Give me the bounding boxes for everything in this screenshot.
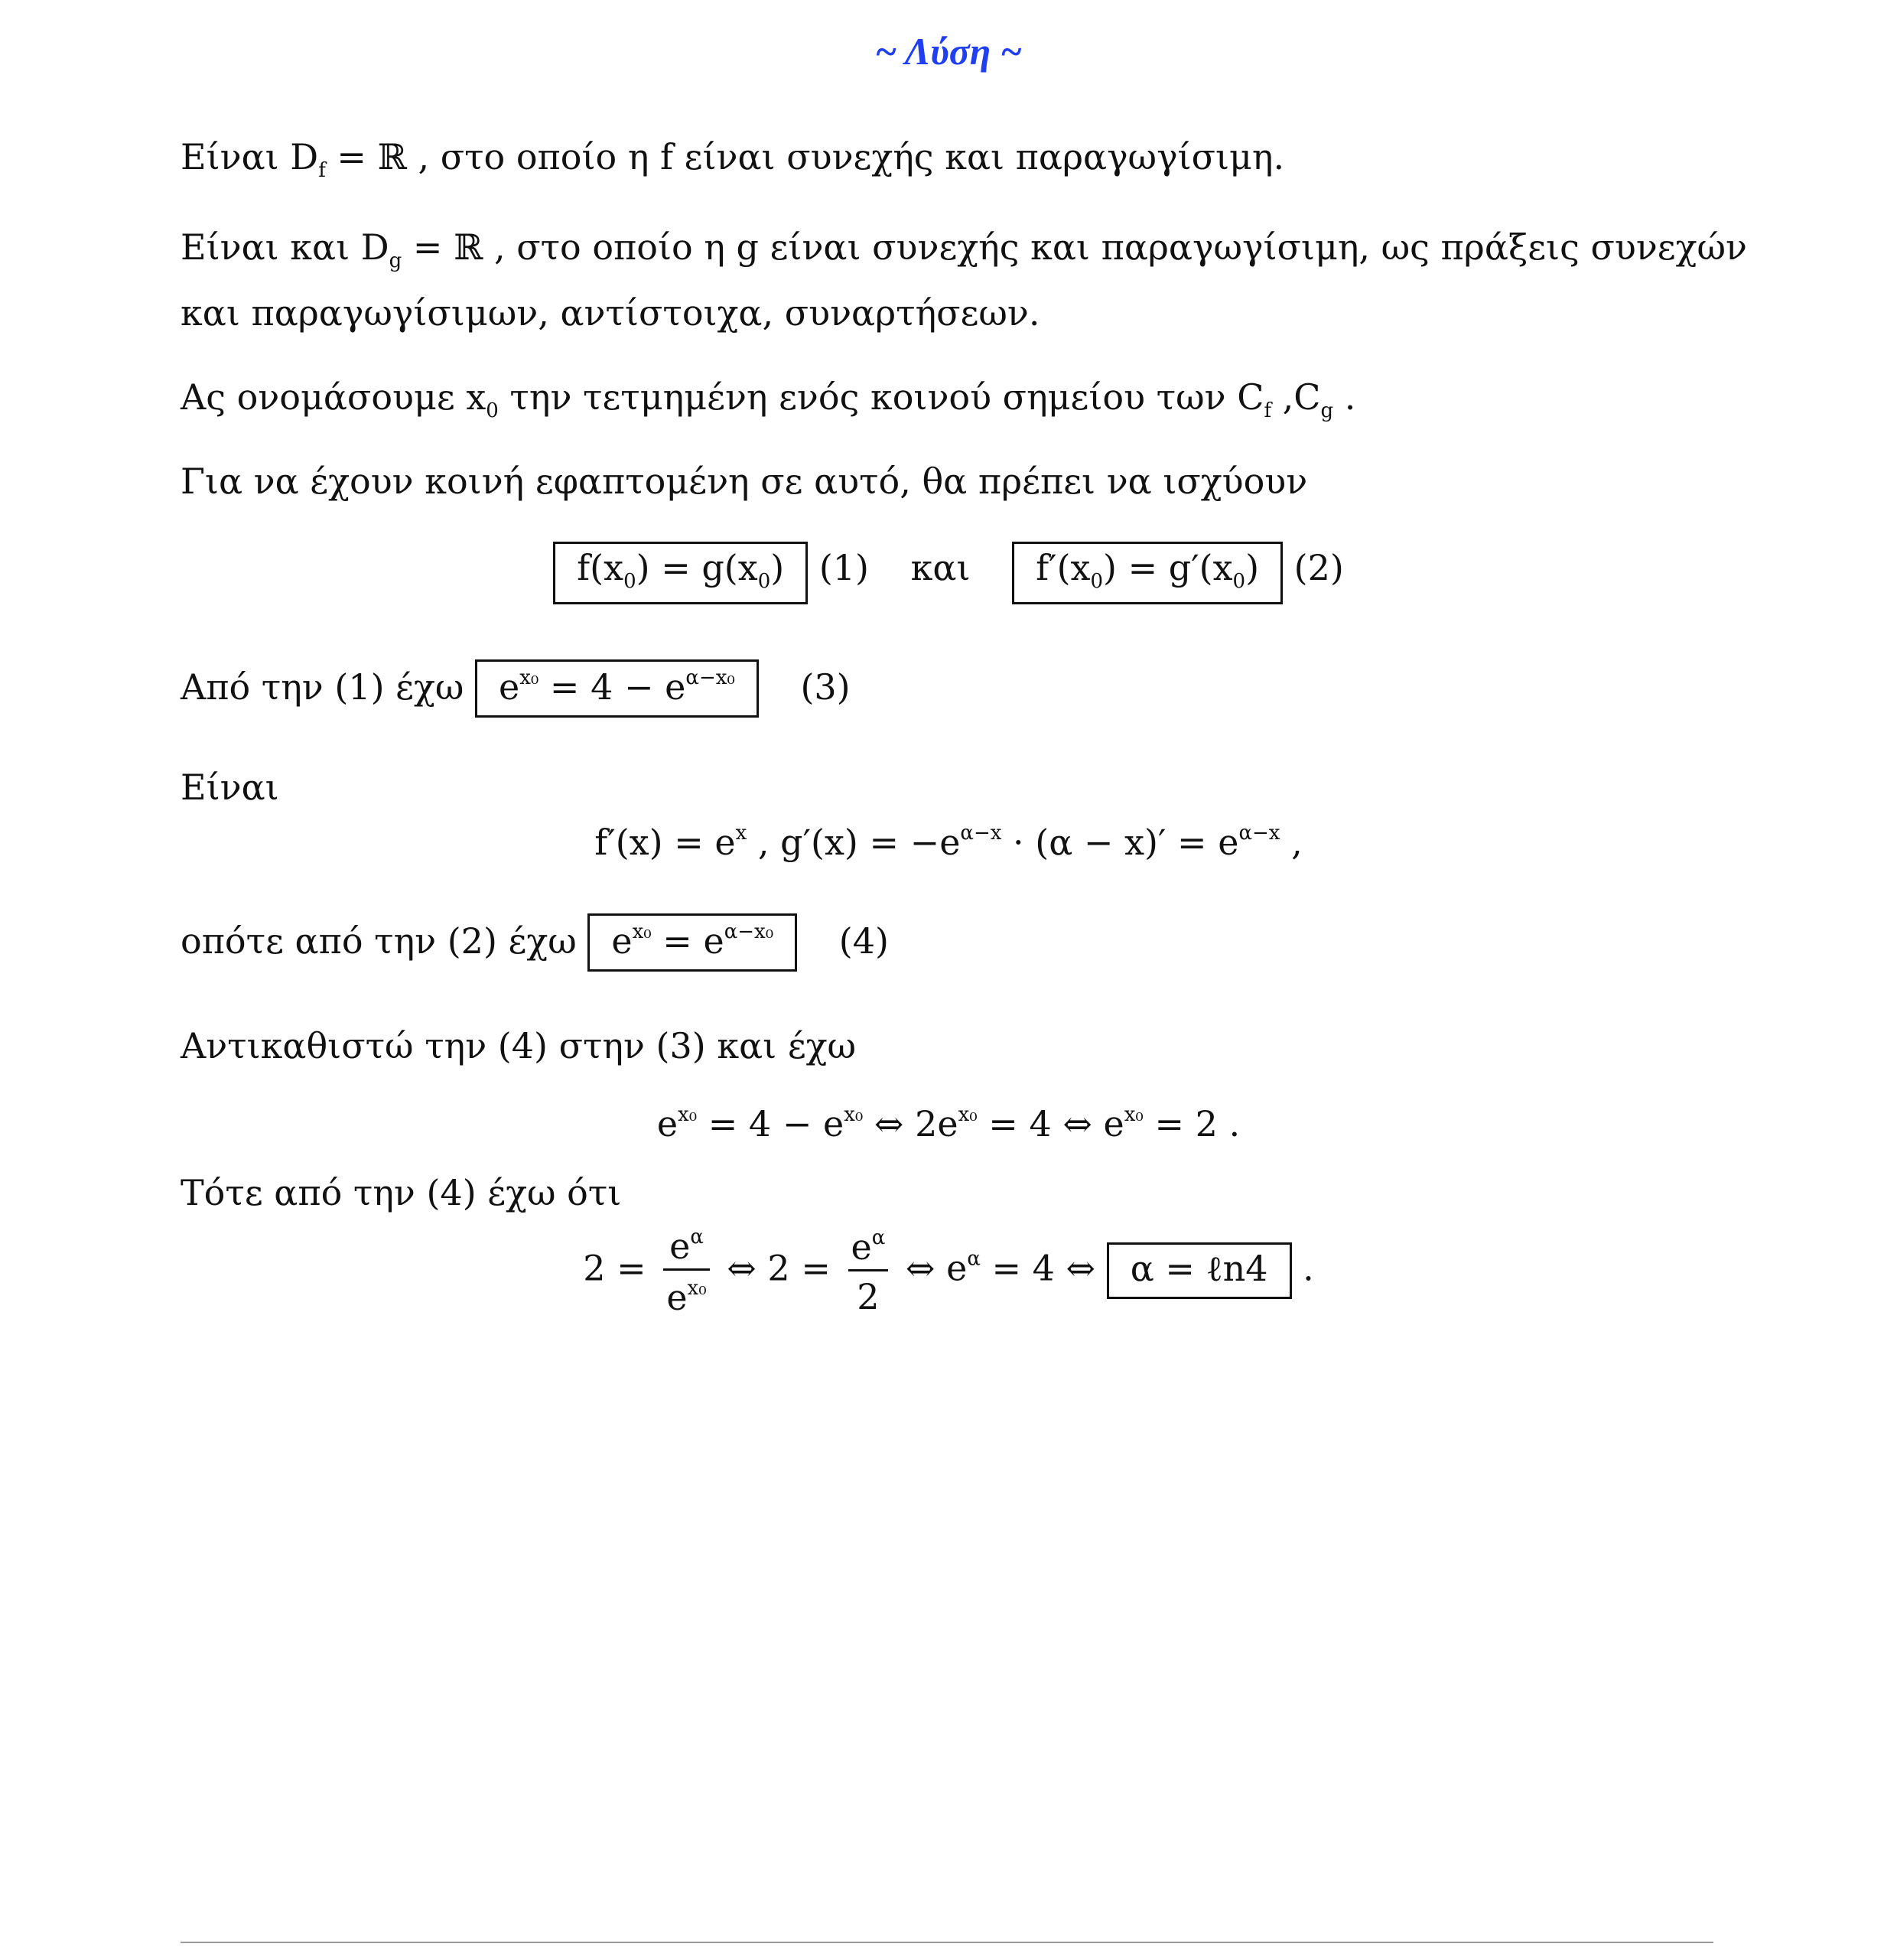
paragraph-einai: Είναι: [181, 767, 279, 808]
paragraph-substitute: Αντικαθιστώ την (4) στην (3) και έχω: [181, 1025, 857, 1066]
equation-number-4: (4): [838, 920, 889, 962]
footer-divider: [181, 1942, 1713, 1943]
paragraph-then: Τότε από την (4) έχω ότι: [181, 1172, 622, 1213]
paragraph-common-point: Ας ονομάσουμε $x_0$ την τετμημένη ενός κοινού σημείου των $C_f$ $,C_g$ .: [181, 376, 1356, 422]
paragraph-domain-f: Είναι $D_f$ = ℝ , στο οποίο η f είναι συνεχής και παραγωγίσιμη.: [181, 136, 1285, 182]
boxed-answer: α = ℓn4: [1107, 1242, 1292, 1299]
paragraph-from-1: Από την (1) έχω $e^{x_0} = 4 - e^{\alpha-x_0}$ (3): [181, 659, 851, 718]
boxed-equation-3: $e^{x_0} = 4 - e^{\alpha-x_0}$: [475, 659, 759, 718]
equation-solve-x0: $e^{x_0} = 4 - e^{x_0}$ ⇔ $2e^{x_0} = 4$ ⇔ $e^{x_0} = 2$ .: [656, 1103, 1241, 1144]
conjunction-kai: και: [910, 547, 971, 588]
equation-number-1: (1): [818, 547, 869, 588]
fraction-ea-over-2: $\frac{e^\alpha}{2}$: [848, 1228, 889, 1314]
solution-heading: ~ Λύση ~: [874, 30, 1023, 73]
fraction-ea-over-ex0: $\frac{e^\alpha}{e^{x_0}}$: [663, 1227, 709, 1315]
paragraph-domain-g: Είναι και $D_g$ = ℝ , στο οποίο η g είναι συνεχής και παραγωγίσιμη, ως πράξεις συνεχών: [181, 226, 1747, 272]
equation-final: 2 = $\frac{e^\alpha}{e^{x_0}}$ ⇔ 2 = $\frac{e^\alpha}{2}$ ⇔ $e^\alpha = 4$ ⇔ α = ℓn4 .: [583, 1226, 1314, 1318]
equation-derivatives: $f'(x) = e^x$ , $g'(x) = -e^{\alpha-x} \cdot (\alpha - x)' = e^{\alpha-x}$ ,: [594, 822, 1303, 863]
boxed-equation-4: $e^{x_0} = e^{\alpha-x_0}$: [587, 913, 797, 972]
equation-conditions: [0, 542, 1897, 604]
paragraph-domain-g-cont: και παραγωγίσιμων, αντίστοιχα, συναρτήσεων.: [181, 292, 1040, 334]
paragraph-tangent-condition: Για να έχουν κοινή εφαπτομένη σε αυτό, θα πρέπει να ισχύουν: [181, 461, 1308, 502]
paragraph-from-2: οπότε από την (2) έχω $e^{x_0} = e^{\alpha-x_0}$ (4): [181, 913, 889, 972]
equation-number-3: (3): [800, 666, 851, 708]
boxed-equation-1: $f(x_0) = g(x_0)$: [553, 542, 808, 604]
boxed-equation-2: $f'(x_0) = g'(x_0)$: [1012, 542, 1283, 604]
equation-number-2: (2): [1293, 547, 1344, 588]
